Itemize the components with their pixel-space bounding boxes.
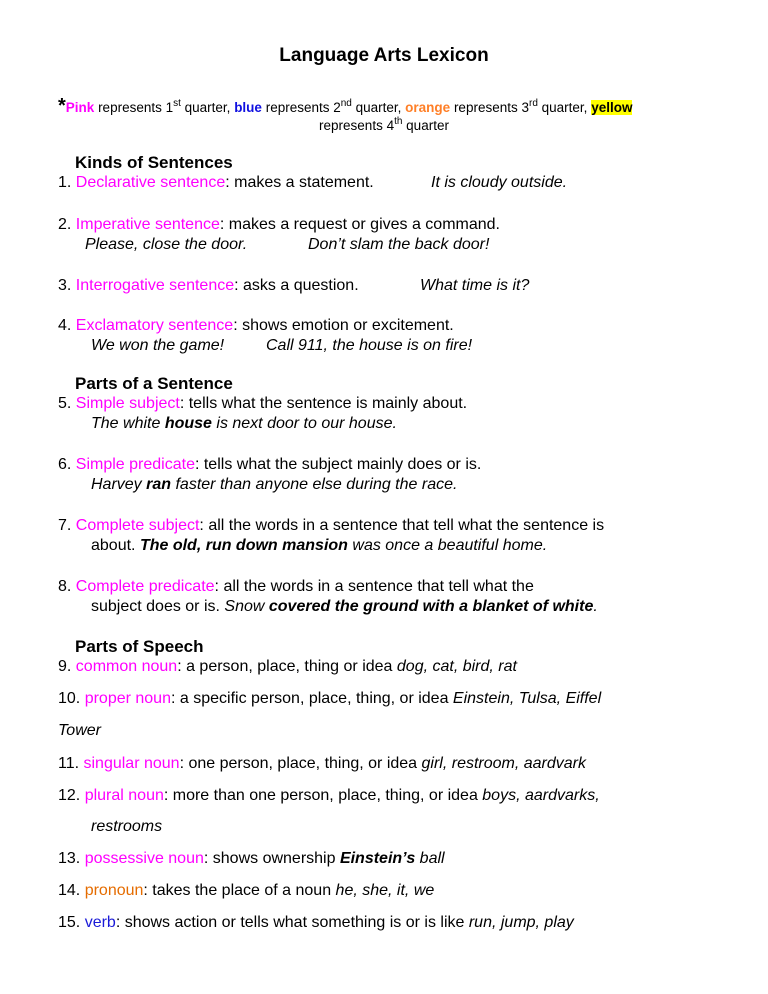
list-item-14 [58, 882, 434, 900]
example-emphasis: ran [146, 476, 172, 493]
item-number: 15. [58, 914, 85, 931]
item-definition: : more than one person, place, thing, or idea [163, 787, 483, 804]
item-definition-continued [91, 537, 547, 555]
item-example: boys, aardvarks, [482, 787, 600, 804]
item-term: plural noun [84, 787, 164, 804]
legend-text: quarter, [180, 100, 235, 115]
section-heading-kinds: Kinds of Sentences [75, 153, 233, 172]
item-example: Don’t slam the back door! [308, 236, 490, 253]
legend-sup: rd [528, 98, 538, 109]
item-definition: : shows ownership [203, 850, 340, 867]
example-emphasis: covered the ground with a blanket of white [268, 598, 594, 615]
color-legend [58, 95, 718, 118]
legend-sup: st [173, 98, 181, 109]
legend-orange: orange [405, 100, 451, 115]
item-definition: : asks a question. [234, 277, 359, 294]
legend-blue: blue [234, 100, 262, 115]
item-example: Call 911, the house is on fire! [266, 337, 473, 354]
legend-text: represents 2 [261, 100, 341, 115]
item-term: Exclamatory sentence [75, 317, 234, 334]
example-text: faster than anyone else during the race. [171, 476, 458, 493]
item-term: Simple subject [75, 395, 180, 412]
legend-text: represents 1 [94, 100, 174, 115]
item-definition-continued [91, 598, 598, 616]
list-item-2 [58, 216, 500, 234]
example-text: Harvey [91, 476, 147, 493]
item-definition: : all the words in a sentence that tell what the [214, 578, 534, 595]
item-term: Simple predicate [75, 456, 195, 473]
example-text: The white [91, 415, 165, 432]
item-number: 7. [58, 517, 76, 534]
list-item-12 [58, 787, 600, 805]
legend-text: quarter [402, 118, 449, 133]
item-example: Please, close the door. [85, 236, 248, 253]
item-example: girl, restroom, aardvark [421, 755, 587, 772]
item-term: proper noun [84, 690, 171, 707]
list-item-1 [58, 174, 374, 192]
item-example [91, 415, 397, 433]
item-term: common noun [75, 658, 178, 675]
example-text: . [593, 598, 598, 615]
list-item-5 [58, 395, 467, 413]
page-title: Language Arts Lexicon [279, 45, 489, 66]
item-number: 9. [58, 658, 76, 675]
list-item-6 [58, 456, 481, 474]
item-term: Imperative sentence [75, 216, 220, 233]
legend-star: * [58, 95, 66, 117]
item-definition: : a specific person, place, thing, or idea [170, 690, 453, 707]
item-definition: : takes the place of a noun [143, 882, 336, 899]
list-item-7 [58, 517, 604, 535]
item-definition: about. [91, 537, 140, 554]
item-number: 14. [58, 882, 85, 899]
item-number: 12. [58, 787, 85, 804]
legend-text: quarter, [537, 100, 592, 115]
legend-sup: th [394, 116, 403, 127]
legend-text: represents 3 [450, 100, 529, 115]
item-term: Complete predicate [75, 578, 215, 595]
list-item-4 [58, 317, 454, 335]
item-example: he, she, it, we [335, 882, 435, 899]
legend-sup: nd [340, 98, 352, 109]
item-definition: subject does or is. [91, 598, 225, 615]
list-item-9 [58, 658, 517, 676]
list-item-13 [58, 850, 445, 868]
item-term: verb [84, 914, 116, 931]
legend-yellow: yellow [591, 100, 633, 115]
item-example [91, 476, 457, 494]
item-term: singular noun [83, 755, 180, 772]
example-emphasis: The old, run down mansion [139, 537, 348, 554]
list-item-3 [58, 277, 359, 295]
item-definition: : shows emotion or excitement. [233, 317, 454, 334]
item-number: 11. [58, 755, 84, 772]
item-example-continued: restrooms [91, 818, 163, 835]
example-text: is next door to our house. [211, 415, 397, 432]
item-term: Complete subject [75, 517, 200, 534]
item-number: 3. [58, 277, 76, 294]
item-term: possessive noun [84, 850, 204, 867]
example-emphasis: Einstein’s [339, 850, 416, 867]
example-text: ball [415, 850, 445, 867]
item-definition: : shows action or tells what something is or is like [115, 914, 469, 931]
section-heading-parts-sentence: Parts of a Sentence [75, 374, 233, 393]
item-example: run, jump, play [468, 914, 574, 931]
item-example: What time is it? [420, 277, 530, 294]
item-term: Interrogative sentence [75, 277, 235, 294]
list-item-15 [58, 914, 574, 932]
legend-text: represents 4 [319, 118, 395, 133]
item-example: It is cloudy outside. [431, 174, 568, 191]
item-example-continued: Tower [58, 722, 101, 739]
item-term: Declarative sentence [75, 174, 226, 191]
list-item-10 [58, 690, 601, 708]
item-definition: : makes a request or gives a command. [219, 216, 500, 233]
item-number: 1. [58, 174, 76, 191]
example-text: Snow [224, 598, 269, 615]
item-definition: : tells what the sentence is mainly about. [179, 395, 468, 412]
item-number: 5. [58, 395, 76, 412]
example-text: was once a beautiful home. [347, 537, 548, 554]
item-definition: : a person, place, thing or idea [177, 658, 397, 675]
list-item-8 [58, 578, 534, 596]
example-emphasis: house [164, 415, 212, 432]
item-definition: : makes a statement. [225, 174, 374, 191]
item-definition: : all the words in a sentence that tell what the sentence is [199, 517, 605, 534]
item-number: 10. [58, 690, 85, 707]
item-example: Einstein, Tulsa, Eiffel [452, 690, 602, 707]
list-item-11 [58, 755, 586, 773]
legend-line-2 [0, 118, 768, 133]
section-heading-parts-speech: Parts of Speech [75, 637, 204, 656]
legend-text: quarter, [351, 100, 406, 115]
item-number: 4. [58, 317, 76, 334]
item-number: 8. [58, 578, 76, 595]
item-number: 13. [58, 850, 85, 867]
item-term: pronoun [84, 882, 144, 899]
legend-pink: Pink [65, 100, 95, 115]
item-number: 2. [58, 216, 76, 233]
item-example: We won the game! [91, 337, 225, 354]
item-example: dog, cat, bird, rat [396, 658, 517, 675]
item-definition: : tells what the subject mainly does or is. [194, 456, 482, 473]
item-number: 6. [58, 456, 76, 473]
item-definition: : one person, place, thing, or idea [179, 755, 422, 772]
